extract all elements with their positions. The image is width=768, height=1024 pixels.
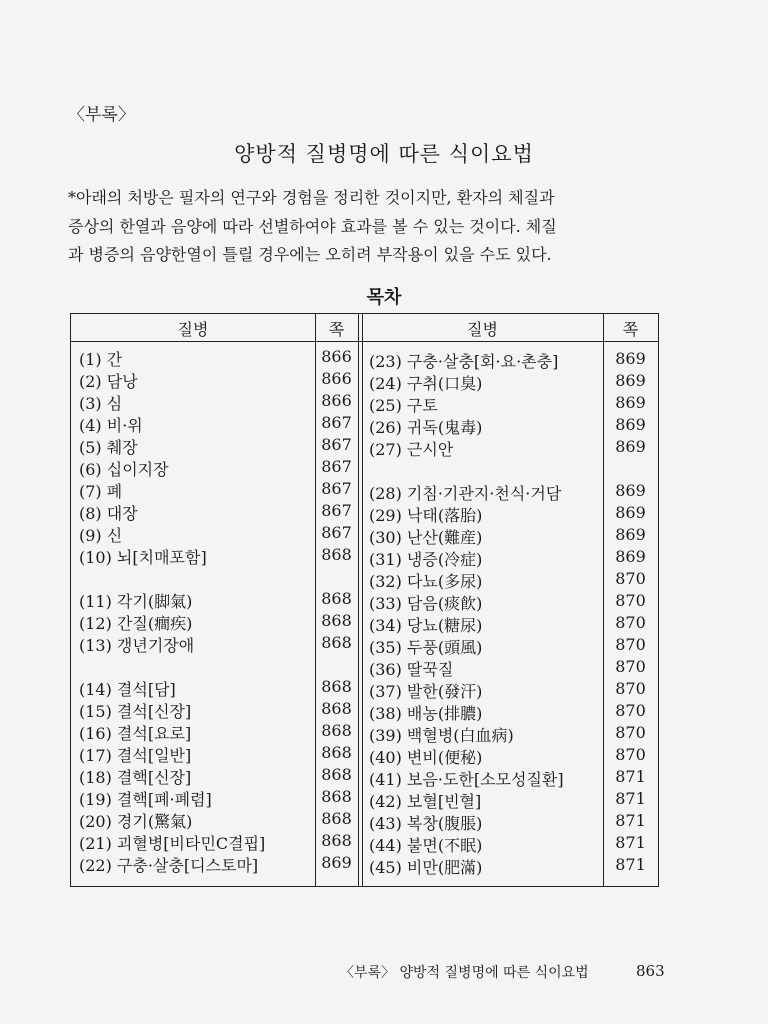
toc-entry-label: (27) 근시안: [369, 440, 454, 459]
toc-entry-label: (24) 구취(口臭): [369, 374, 483, 393]
toc-entry-label: (28) 기침·기관지·천식·거담: [369, 484, 562, 503]
footer-page-number: 863: [636, 962, 665, 980]
toc-entry-page: 866: [321, 369, 352, 388]
toc-entry-page: 869: [615, 481, 646, 500]
toc-entry-page: 869: [615, 393, 646, 412]
toc-entry-label: (19) 결핵[폐·폐렴]: [79, 790, 212, 809]
toc-entry-label: (23) 구충·살충[회·요·촌충]: [369, 352, 559, 371]
header-disease: 질병: [177, 320, 209, 339]
toc-table: [70, 313, 659, 887]
header-disease-2: 질병: [467, 320, 498, 339]
toc-entry-label: (15) 결석[신장]: [79, 702, 192, 721]
toc-entry-page: 866: [321, 391, 352, 410]
toc-entry-page: 868: [321, 809, 352, 828]
toc-entry-page: 871: [615, 767, 646, 786]
toc-entry-label: (3) 심: [79, 394, 123, 413]
column-divider: [362, 314, 363, 886]
header-page-2: 쪽: [622, 320, 639, 339]
header-page: 쪽: [328, 320, 345, 339]
toc-entry-page: 871: [615, 855, 646, 874]
toc-entry-page: 869: [615, 415, 646, 434]
toc-entry-label: (7) 폐: [79, 482, 123, 501]
toc-entry-page: 870: [615, 591, 646, 610]
toc-entry-label: (30) 난산(難産): [369, 528, 483, 547]
toc-entry-page: 868: [321, 611, 352, 630]
toc-entry-label: (21) 괴혈병[비타민C결핍]: [79, 834, 266, 853]
toc-entry-label: (44) 불면(不眠): [369, 836, 483, 855]
toc-entry-label: (26) 귀독(鬼毒): [369, 418, 483, 437]
toc-entry-page: 869: [615, 547, 646, 566]
toc-entry-page: 868: [321, 633, 352, 652]
toc-entry-label: (32) 다뇨(多尿): [369, 572, 483, 591]
toc-entry-label: (14) 결석[담]: [79, 680, 176, 699]
toc-entry-page: 870: [615, 613, 646, 632]
toc-entry-page: 869: [615, 503, 646, 522]
toc-entry-label: (5) 췌장: [79, 438, 138, 457]
toc-entry-label: (10) 뇌[치매포함]: [79, 548, 207, 567]
toc-entry-page: 870: [615, 679, 646, 698]
toc-entry-label: (11) 각기(脚氣): [79, 592, 193, 611]
toc-entry-page: 871: [615, 789, 646, 808]
toc-entry-label: (35) 두풍(頭風): [369, 638, 483, 657]
page-title: 양방적 질병명에 따른 식이요법: [234, 142, 534, 166]
toc-entry-label: (6) 십이지장: [79, 460, 169, 479]
toc-entry-page: 870: [615, 745, 646, 764]
toc-entry-label: (12) 간질(癎疾): [79, 614, 193, 633]
toc-entry-page: 868: [321, 589, 352, 608]
toc-entry-page: 868: [321, 765, 352, 784]
toc-entry-label: (9) 신: [79, 526, 123, 545]
toc-entry-label: (34) 당뇨(糖尿): [369, 616, 483, 635]
column-divider: [358, 314, 359, 886]
toc-entry-page: 867: [321, 435, 352, 454]
toc-entry-label: (45) 비만(肥滿): [369, 858, 483, 877]
toc-entry-page: 869: [615, 437, 646, 456]
toc-entry-label: (33) 담음(痰飮): [369, 594, 483, 613]
intro-paragraph: [68, 184, 668, 270]
toc-entry-page: 867: [321, 413, 352, 432]
toc-entry-page: 866: [321, 347, 352, 366]
toc-entry-label: (43) 복창(腹脹): [369, 814, 483, 833]
toc-entry-label: (18) 결핵[신장]: [79, 768, 192, 787]
toc-entry-label: (41) 보음·도한[소모성질환]: [369, 770, 564, 789]
toc-entry-page: 870: [615, 569, 646, 588]
header-divider: [71, 341, 658, 342]
intro-line: 과 병증의 음양한열이 틀릴 경우에는 오히려 부작용이 있을 수도 있다.: [68, 245, 552, 264]
toc-entry-page: 870: [615, 701, 646, 720]
toc-entry-page: 868: [321, 545, 352, 564]
toc-entry-page: 867: [321, 501, 352, 520]
toc-entry-page: 871: [615, 811, 646, 830]
toc-heading: 목차: [366, 287, 402, 308]
toc-entry-label: (17) 결석[일반]: [79, 746, 192, 765]
toc-entry-label: (8) 대장: [79, 504, 138, 523]
toc-entry-page: 869: [615, 349, 646, 368]
footer-running-title: 〈부록〉 양방적 질병명에 따른 식이요법: [340, 965, 589, 981]
toc-entry-page: 867: [321, 479, 352, 498]
toc-entry-page: 869: [615, 525, 646, 544]
toc-entry-label: (31) 냉증(冷症): [369, 550, 483, 569]
toc-entry-page: 868: [321, 743, 352, 762]
toc-entry-label: (1) 간: [79, 350, 123, 369]
toc-entry-label: (36) 딸꾹질: [369, 660, 454, 679]
toc-entry-label: (37) 발한(發汗): [369, 682, 483, 701]
toc-entry-label: (16) 결석[요로]: [79, 724, 192, 743]
toc-entry-label: (40) 변비(便秘): [369, 748, 483, 767]
toc-entry-page: 868: [321, 677, 352, 696]
toc-entry-label: (39) 백혈병(白血病): [369, 726, 514, 745]
toc-entry-page: 870: [615, 657, 646, 676]
toc-entry-label: (2) 담낭: [79, 372, 138, 391]
section-label: 〈부록〉: [68, 105, 135, 125]
toc-entry-page: 867: [321, 523, 352, 542]
toc-entry-page: 870: [615, 723, 646, 742]
toc-entry-page: 868: [321, 721, 352, 740]
toc-entry-page: 868: [321, 831, 352, 850]
intro-line: 증상의 한열과 음양에 따라 선별하여야 효과를 볼 수 있는 것이다. 체질: [68, 216, 557, 236]
toc-entry-label: (42) 보혈[빈혈]: [369, 792, 482, 811]
toc-entry-page: 868: [321, 787, 352, 806]
toc-entry-label: (38) 배농(排膿): [369, 704, 483, 723]
toc-entry-label: (22) 구충·살충[디스토마]: [79, 856, 259, 875]
toc-entry-label: (20) 경기(驚氣): [79, 812, 193, 831]
toc-entry-page: 867: [321, 457, 352, 476]
toc-entry-page: 871: [615, 833, 646, 852]
toc-entry-label: (25) 구토: [369, 396, 438, 415]
toc-entry-page: 868: [321, 699, 352, 718]
toc-entry-page: 869: [321, 853, 352, 872]
toc-entry-label: (29) 낙태(落胎): [369, 506, 483, 525]
toc-entry-label: (4) 비·위: [79, 416, 143, 435]
toc-entry-page: 869: [615, 371, 646, 390]
toc-entry-page: 870: [615, 635, 646, 654]
intro-line: *아래의 처방은 필자의 연구와 경험을 정리한 것이지만, 환자의 체질과: [68, 188, 555, 207]
toc-entry-label: (13) 갱년기장애: [79, 636, 195, 655]
